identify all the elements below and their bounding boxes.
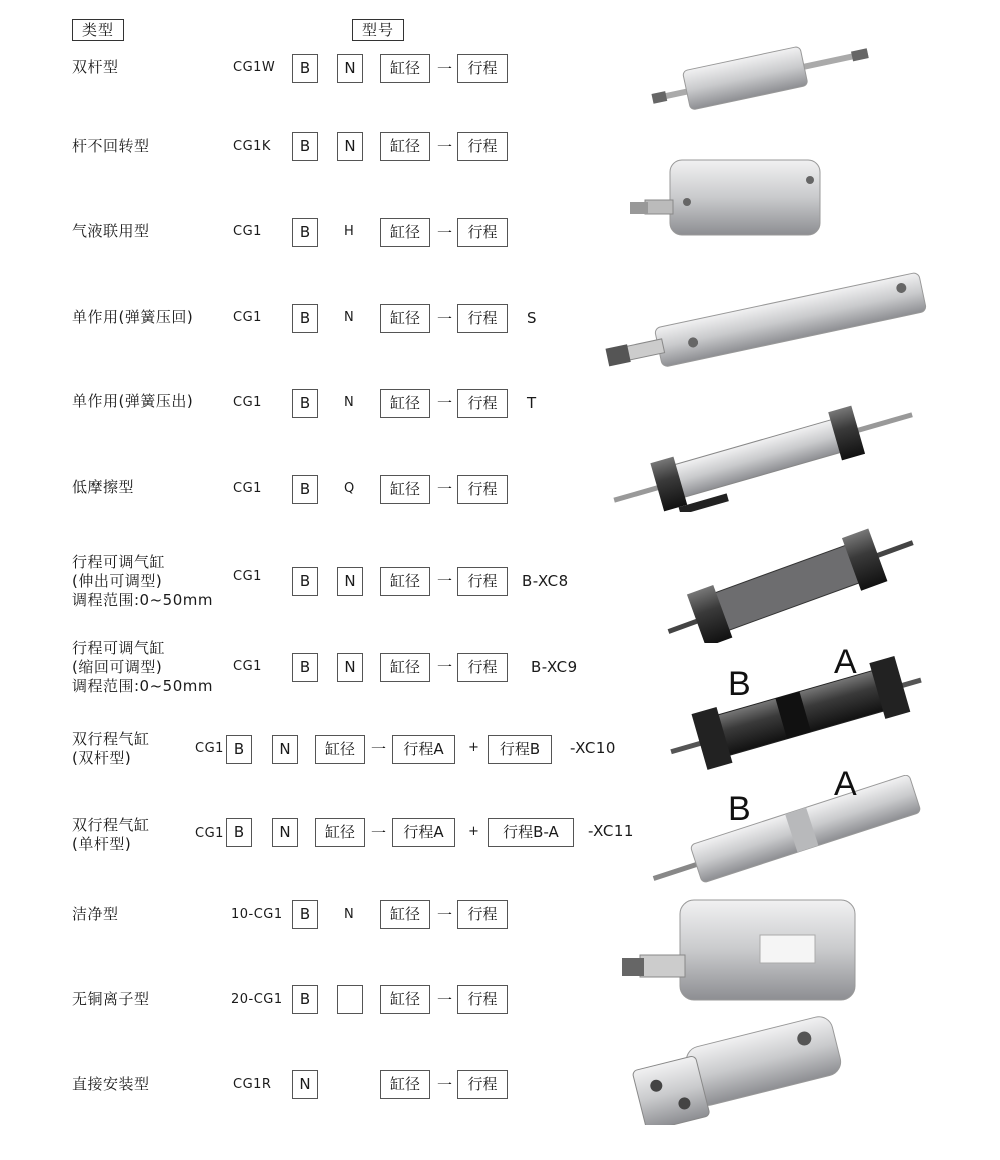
bore-box: 缸径 xyxy=(380,218,430,247)
option-box-b: B xyxy=(292,54,318,83)
type-label-line1: 行程可调气缸 xyxy=(72,553,166,571)
option-box-b: B xyxy=(292,900,318,929)
cylinder-photo-dual-stroke-single-rod xyxy=(640,775,930,885)
bore-box: 缸径 xyxy=(380,900,430,929)
option-box-n: N xyxy=(337,567,363,596)
model-prefix: CG1K xyxy=(233,139,271,154)
stroke-a-box: 行程A xyxy=(392,735,455,764)
model-prefix: CG1 xyxy=(233,310,262,325)
model-prefix: 20-CG1 xyxy=(231,992,283,1007)
cylinder-photo-single-acting-return xyxy=(595,265,935,375)
type-label: 单作用(弹簧压出) xyxy=(72,392,194,410)
cylinder-photo-adjustable-retract xyxy=(660,655,935,770)
type-label: 单作用(弹簧压回) xyxy=(72,308,194,326)
option-box-b: B xyxy=(292,475,318,504)
option-box-n: N xyxy=(337,653,363,682)
type-label: 无铜离子型 xyxy=(72,990,150,1008)
plus-sign: + xyxy=(468,824,479,839)
cylinder-photo-direct-mount xyxy=(620,1015,860,1125)
cylinder-photo-adjustable-extend xyxy=(655,528,930,643)
stroke-box: 行程 xyxy=(457,54,508,83)
option-box-b: B xyxy=(292,389,318,418)
bore-box: 缸径 xyxy=(315,818,365,847)
dash: 一 xyxy=(437,658,453,676)
stroke-box: 行程 xyxy=(457,132,508,161)
model-prefix: CG1 xyxy=(195,826,224,841)
option-n: N xyxy=(344,395,354,410)
photo-label-b: B xyxy=(728,790,751,828)
stroke-box: 行程 xyxy=(457,304,508,333)
model-prefix: CG1 xyxy=(233,481,262,496)
bore-box: 缸径 xyxy=(380,132,430,161)
photo-label-a: A xyxy=(834,643,857,681)
stroke-box: 行程 xyxy=(457,218,508,247)
option-h: H xyxy=(344,224,354,239)
option-box-n: N xyxy=(272,818,298,847)
type-label-line2: (缩回可调型) xyxy=(72,658,163,676)
bore-box: 缸径 xyxy=(380,389,430,418)
type-label-line1: 行程可调气缸 xyxy=(72,639,166,657)
bore-box: 缸径 xyxy=(315,735,365,764)
dash: 一 xyxy=(437,394,453,412)
bore-box: 缸径 xyxy=(380,304,430,333)
bore-box: 缸径 xyxy=(380,54,430,83)
cylinder-photo-non-rotating xyxy=(625,150,835,245)
type-label-line3: 调程范围:0~50mm xyxy=(72,591,213,609)
option-box-b: B xyxy=(292,653,318,682)
dash: 一 xyxy=(437,60,453,78)
option-box-n: N xyxy=(292,1070,318,1099)
option-box-b: B xyxy=(226,735,252,764)
option-box-b: B xyxy=(292,132,318,161)
dash: 一 xyxy=(437,224,453,242)
dash: 一 xyxy=(371,824,387,842)
model-suffix: B-XC8 xyxy=(522,572,569,590)
type-label-line3: 调程范围:0~50mm xyxy=(72,677,213,695)
option-box-n: N xyxy=(337,54,363,83)
type-label-line2: (单杆型) xyxy=(72,835,132,853)
bore-box: 缸径 xyxy=(380,985,430,1014)
option-box-b: B xyxy=(292,567,318,596)
type-header: 类型 xyxy=(72,19,124,41)
photo-label-a: A xyxy=(834,765,857,803)
option-q: Q xyxy=(344,481,355,496)
cylinder-photo-single-acting-extend xyxy=(598,402,928,512)
stroke-box: 行程 xyxy=(457,475,508,504)
option-box-b: B xyxy=(292,985,318,1014)
dash: 一 xyxy=(437,310,453,328)
dash: 一 xyxy=(437,572,453,590)
photo-label-b: B xyxy=(728,665,751,703)
stroke-box: 行程 xyxy=(457,1070,508,1099)
model-suffix: S xyxy=(527,309,538,327)
type-label: 气液联用型 xyxy=(72,222,150,240)
type-label-line2: (伸出可调型) xyxy=(72,572,163,590)
option-box-b: B xyxy=(292,218,318,247)
dash: 一 xyxy=(437,1076,453,1094)
option-box-n: N xyxy=(272,735,298,764)
model-prefix: CG1 xyxy=(195,741,224,756)
stroke-box: 行程 xyxy=(457,985,508,1014)
model-prefix: CG1 xyxy=(233,395,262,410)
model-suffix: -XC11 xyxy=(588,822,634,840)
plus-sign: + xyxy=(468,740,479,755)
stroke-box: 行程 xyxy=(457,653,508,682)
type-label: 低摩擦型 xyxy=(72,478,135,496)
option-box-n: N xyxy=(337,132,363,161)
type-label: 杆不回转型 xyxy=(72,137,150,155)
option-box-empty xyxy=(337,985,363,1014)
stroke-box: 行程 xyxy=(457,900,508,929)
bore-box: 缸径 xyxy=(380,475,430,504)
option-n: N xyxy=(344,310,354,325)
type-label-line2: (双杆型) xyxy=(72,749,132,767)
stroke-box: 行程 xyxy=(457,567,508,596)
dash: 一 xyxy=(437,480,453,498)
type-label: 洁净型 xyxy=(72,905,119,923)
stroke-b-box: 行程B-A xyxy=(488,818,574,847)
bore-box: 缸径 xyxy=(380,567,430,596)
type-label-line1: 双行程气缸 xyxy=(72,730,150,748)
type-label: 双杆型 xyxy=(72,58,119,76)
model-prefix: 10-CG1 xyxy=(231,907,283,922)
type-label-line1: 双行程气缸 xyxy=(72,816,150,834)
dash: 一 xyxy=(371,740,387,758)
cylinder-photo-clean-type xyxy=(620,890,860,1010)
dash: 一 xyxy=(437,906,453,924)
stroke-box: 行程 xyxy=(457,389,508,418)
model-suffix: T xyxy=(527,394,537,412)
stroke-b-box: 行程B xyxy=(488,735,552,764)
dash: 一 xyxy=(437,991,453,1009)
option-n: N xyxy=(344,907,354,922)
bore-box: 缸径 xyxy=(380,653,430,682)
dash: 一 xyxy=(437,138,453,156)
model-prefix: CG1 xyxy=(233,224,262,239)
model-suffix: -XC10 xyxy=(570,739,616,757)
stroke-a-box: 行程A xyxy=(392,818,455,847)
model-prefix: CG1 xyxy=(233,659,262,674)
bore-box: 缸径 xyxy=(380,1070,430,1099)
cylinder-photo-double-rod xyxy=(640,30,890,120)
model-prefix: CG1R xyxy=(233,1077,272,1092)
model-header: 型号 xyxy=(352,19,404,41)
option-box-b: B xyxy=(226,818,252,847)
model-suffix: B-XC9 xyxy=(531,658,578,676)
model-prefix: CG1W xyxy=(233,60,276,75)
type-label: 直接安装型 xyxy=(72,1075,150,1093)
model-prefix: CG1 xyxy=(233,569,262,584)
option-box-b: B xyxy=(292,304,318,333)
